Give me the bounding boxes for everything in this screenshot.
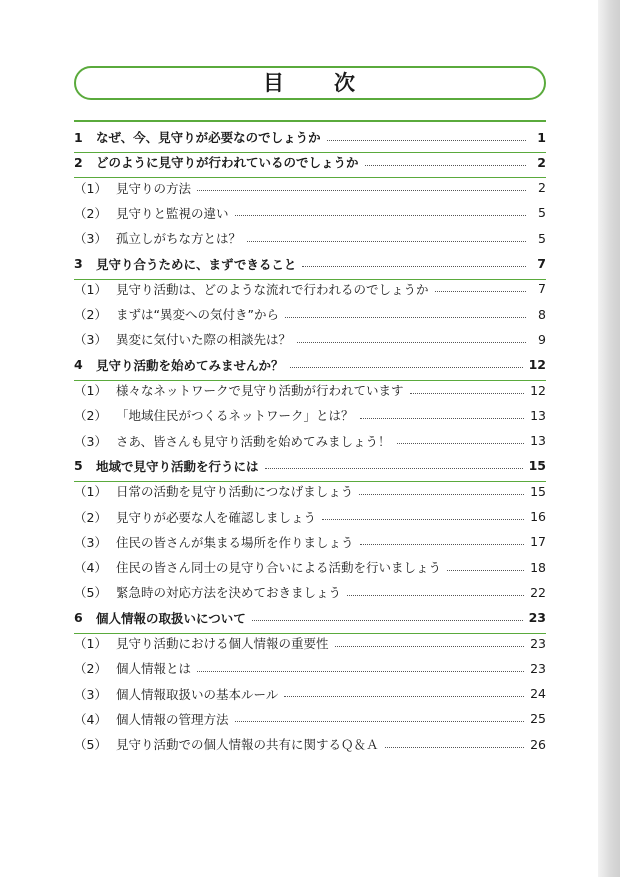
toc-page-number: 9 (538, 331, 546, 347)
toc-section-row[interactable] (74, 175, 546, 201)
toc-section-row[interactable] (74, 630, 546, 656)
toc-dot-leader (359, 494, 524, 495)
toc-entry-label: 個人情報取扱いの基本ルール (116, 686, 279, 702)
toc-entry-label: 緊急時の対応方法を決めておきましょう (116, 585, 342, 601)
toc-entry-label: 個人情報の管理方法 (116, 711, 229, 727)
toc-dot-leader (360, 544, 525, 545)
toc-dot-leader (302, 266, 526, 267)
toc-section-row[interactable] (74, 428, 546, 454)
toc-entry-number: （3） (74, 534, 107, 550)
toc-section-row[interactable] (74, 402, 546, 428)
toc-chapter-row[interactable] (74, 251, 546, 277)
toc-entry-number: （2） (74, 307, 107, 323)
toc-dot-leader (410, 393, 525, 394)
toc-section-row[interactable] (74, 225, 546, 251)
toc-entry-number: （2） (74, 661, 107, 677)
toc-dot-leader (197, 190, 526, 191)
toc-section-row[interactable] (74, 478, 546, 504)
toc-page-number: 22 (530, 584, 546, 600)
toc-page-number: 7 (538, 281, 546, 297)
title-char-2: 次 (334, 71, 357, 95)
toc-page-number: 2 (537, 154, 546, 170)
toc-entry-number: 3 (74, 256, 83, 271)
toc-section-row[interactable] (74, 554, 546, 580)
toc-page-number: 23 (530, 635, 546, 651)
toc-dot-leader (284, 696, 524, 697)
toc-dot-leader (235, 721, 525, 722)
toc-entry-label: 「地域住民がつくるネットワーク」とは？ (116, 408, 354, 424)
page-title (74, 66, 546, 100)
toc-entry-label: なぜ、今、見守りが必要なのでしょうか (96, 130, 321, 145)
toc-entry-label: 見守り活動における個人情報の重要性 (116, 636, 329, 651)
toc-section-row[interactable] (74, 200, 546, 226)
toc-chapter-row[interactable] (74, 124, 546, 150)
toc-page-number: 24 (530, 686, 546, 702)
toc-page-number: 23 (530, 660, 546, 676)
toc-section-row[interactable] (74, 731, 546, 757)
toc-entry-label: 見守りと監視の違い (116, 205, 229, 221)
toc-page-number: 15 (530, 483, 546, 499)
toc-dot-leader (385, 747, 525, 748)
toc-section-row[interactable] (74, 377, 546, 403)
toc-dot-leader (435, 291, 526, 292)
toc-dot-leader (360, 418, 525, 419)
title-divider (74, 120, 546, 122)
toc-dot-leader (347, 595, 524, 596)
toc-dot-leader (290, 367, 523, 368)
toc-entry-label: 個人情報の取扱いについて (96, 610, 246, 626)
toc-entry-label: 見守り活動を始めてみませんか？ (96, 357, 284, 373)
toc-dot-leader (265, 468, 523, 469)
toc-entry-label: どのように見守りが行われているのでしょうか (96, 155, 359, 171)
toc-entry-number: （2） (74, 205, 107, 221)
toc-page-number: 1 (537, 129, 546, 145)
toc-dot-leader (235, 215, 526, 216)
toc-page-number: 16 (530, 509, 546, 524)
toc-dot-leader (252, 620, 523, 621)
toc-entry-number: （3） (74, 433, 107, 449)
toc-section-row[interactable] (74, 529, 546, 555)
toc-entry-number: （4） (74, 560, 107, 576)
toc-section-row[interactable] (74, 326, 546, 352)
toc-page-number: 13 (530, 407, 546, 423)
toc-entry-label: 様々なネットワークで見守り活動が行われています (116, 383, 404, 398)
toc-section-row[interactable] (74, 276, 546, 302)
toc-entry-number: （3） (74, 686, 107, 702)
toc-section-row[interactable] (74, 301, 546, 327)
toc-section-row[interactable] (74, 504, 546, 530)
toc-page-number: 2 (538, 180, 546, 196)
toc-dot-leader (197, 671, 524, 672)
toc-page-number: 23 (528, 610, 546, 626)
toc-page-number: 13 (530, 433, 546, 449)
toc-entry-label: 見守り活動での個人情報の共有に関するＱ＆Ａ (116, 737, 379, 753)
toc-page-number: 12 (528, 357, 546, 373)
toc-entry-number: （1） (74, 484, 107, 500)
toc-entry-label: 日常の活動を見守り活動につなげましょう (116, 484, 354, 500)
toc-entry-number: 6 (74, 610, 83, 626)
toc-entry-number: 1 (74, 129, 83, 145)
toc-entry-label: 見守りの方法 (116, 180, 192, 196)
toc-page-number: 15 (528, 458, 546, 474)
toc-entry-label: まずは“異変への気付き”から (116, 307, 279, 323)
toc-dot-leader (335, 646, 525, 647)
toc-section-row[interactable] (74, 579, 546, 605)
toc-dot-leader (297, 342, 526, 343)
toc-entry-number: （1） (74, 180, 107, 196)
toc-dot-leader (447, 570, 524, 571)
toc-dot-leader (285, 317, 526, 318)
toc-page-number: 7 (537, 256, 546, 271)
toc-dot-leader (322, 519, 524, 520)
toc-entry-number: （1） (74, 636, 107, 651)
toc-entry-number: （2） (74, 509, 107, 525)
toc-page-number: 5 (538, 230, 546, 246)
toc-dot-leader (397, 443, 525, 444)
toc-entry-number: （2） (74, 408, 107, 424)
toc-page-number: 5 (538, 205, 546, 221)
toc-chapter-row[interactable] (74, 149, 546, 175)
toc-page-number: 25 (530, 711, 546, 727)
toc-entry-number: 5 (74, 458, 83, 474)
toc-page-number: 17 (530, 534, 546, 550)
toc-section-row[interactable] (74, 655, 546, 681)
toc-chapter-row[interactable] (74, 605, 546, 631)
toc-entry-label: 地域で見守り活動を行うには (96, 458, 259, 474)
toc-page-number: 12 (530, 382, 546, 398)
toc-entry-label: 住民の皆さんが集まる場所を作りましょう (116, 534, 354, 550)
toc-entry-number: 2 (74, 154, 83, 170)
toc-dot-leader (247, 241, 526, 242)
toc-entry-number: （4） (74, 711, 107, 727)
toc-entry-number: （3） (74, 332, 107, 348)
toc-entry-label: 見守りが必要な人を確認しましょう (116, 509, 317, 525)
toc-entry-number: （5） (74, 585, 107, 601)
toc-entry-label: 見守り活動は、どのような流れで行われるのでしょうか (116, 281, 429, 297)
toc-entry-label: 孤立しがちな方とは？ (116, 231, 242, 247)
toc-page-number: 8 (538, 306, 546, 322)
toc-entry-number: 4 (74, 357, 83, 373)
toc-entry-number: （5） (74, 737, 107, 753)
toc-section-row[interactable] (74, 681, 546, 707)
toc-entry-label: 個人情報とは (116, 661, 192, 677)
toc-entry-number: （1） (74, 281, 107, 297)
toc-chapter-row[interactable] (74, 352, 546, 378)
toc-section-row[interactable] (74, 706, 546, 732)
toc-entry-number: （1） (74, 383, 107, 398)
toc-entry-label: 見守り合うために、まずできること (96, 256, 297, 272)
toc-entry-label: 異変に気付いた際の相談先は？ (116, 332, 292, 348)
toc-dot-leader (327, 140, 526, 141)
title-char-1: 目 (263, 71, 286, 95)
toc-entry-label: さあ、皆さんも見守り活動を始めてみましょう！ (116, 433, 391, 449)
toc-page-number: 26 (530, 736, 546, 752)
scan-page-edge (598, 0, 620, 877)
toc-dot-leader (365, 165, 526, 166)
toc-entry-label: 住民の皆さん同士の見守り合いによる活動を行いましょう (116, 560, 442, 576)
toc-page-number: 18 (530, 559, 546, 575)
toc-chapter-row[interactable] (74, 453, 546, 479)
toc-entry-number: （3） (74, 231, 107, 247)
